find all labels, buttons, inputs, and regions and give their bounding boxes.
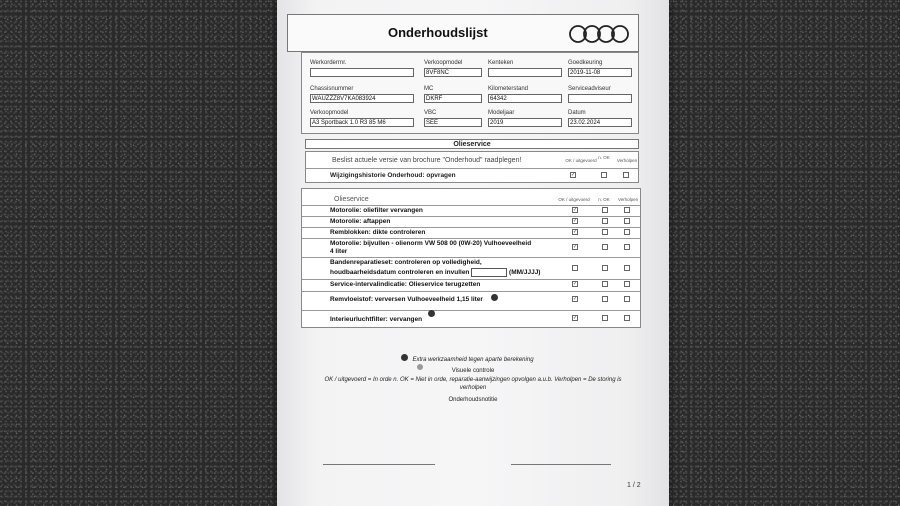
page-title: Onderhoudslijst xyxy=(388,25,488,40)
checkbox-nok[interactable] xyxy=(602,296,608,302)
checkbox-ok[interactable]: ✓ xyxy=(573,315,578,321)
field-kilometerstand: Kilometerstand 64342 xyxy=(488,86,562,103)
row-divider xyxy=(306,168,638,169)
field-mc: MC DKRF xyxy=(424,86,482,103)
task-row-label: Interieurluchtfilter: vervangen xyxy=(330,316,423,323)
checkbox-verholpen[interactable] xyxy=(624,244,630,250)
checkbox-nok[interactable] xyxy=(602,229,608,235)
legend-extra-work: Extra werkzaamheid tegen aparte berekening xyxy=(412,357,534,363)
sheet-header xyxy=(287,14,639,52)
field-verkoopmodel-code: Verkoopmodel 8VF8NC xyxy=(424,60,482,77)
field-vbc: VBC SEE xyxy=(424,110,482,127)
field-werkorder: Werkorderrnr. xyxy=(310,60,414,77)
vehicle-info-panel xyxy=(301,52,639,134)
field-verkoopmodel: Verkoopmodel A3 Sportback 1.0 R3 85 M6 xyxy=(310,110,414,127)
maintenance-notes-label: Onderhoudsnotitie xyxy=(448,397,498,403)
checkbox-verholpen[interactable] xyxy=(624,281,630,287)
field-kenteken: Kenteken xyxy=(488,60,562,77)
col-verholpen: Verholpen xyxy=(616,158,638,163)
legend-explanation-line2: verholpen xyxy=(459,385,487,391)
checkbox-verholpen[interactable] xyxy=(624,265,630,271)
row-divider xyxy=(302,279,640,280)
col-ok: OK / uitgevoerd xyxy=(558,197,590,202)
field-datum: Datum 23.02.2024 xyxy=(568,110,632,127)
row-divider xyxy=(302,310,640,311)
task-row-label: Remvloeistof: verversen Vulhoeveelheid 1,15 liter xyxy=(330,296,483,303)
col-nok: n. OK xyxy=(598,197,610,202)
brochure-check-table xyxy=(305,151,639,183)
checkbox-nok[interactable] xyxy=(601,172,607,178)
checkbox-ok[interactable]: ✓ xyxy=(573,218,578,224)
checkbox-ok[interactable]: ✓ xyxy=(573,281,578,287)
field-goedkeuring: Goedkeuring 2019-11-08 xyxy=(568,60,632,77)
checkbox-nok[interactable] xyxy=(602,244,608,250)
date-entry-box[interactable] xyxy=(471,268,507,277)
task-row-label-cont: 4 liter xyxy=(330,248,348,255)
row-divider xyxy=(302,216,640,217)
field-serviceadviseur: Serviceadviseur xyxy=(568,86,632,103)
signature-line-right xyxy=(511,464,611,465)
task-row-label: Service-intervalindicatie: Olieservice terugzetten xyxy=(330,281,481,288)
field-modeljaar: Modeljaar 2019 xyxy=(488,110,562,127)
col-verholpen: Verholpen xyxy=(617,197,639,202)
checkbox-verholpen[interactable] xyxy=(623,172,629,178)
task-row-label: Motorolie: aftappen xyxy=(330,218,391,225)
page-number: 1 / 2 xyxy=(627,482,641,489)
checkbox-ok[interactable] xyxy=(572,265,578,271)
row-divider xyxy=(302,205,640,206)
checkbox-ok[interactable]: ✓ xyxy=(571,172,576,178)
oil-service-heading: Olieservice xyxy=(334,196,369,203)
checkbox-nok[interactable] xyxy=(602,218,608,224)
row-divider xyxy=(302,227,640,228)
task-row-label: Motorolie: oliefilter vervangen xyxy=(330,207,423,214)
checkbox-nok[interactable] xyxy=(602,207,608,213)
task-row-label: Bandenreparatieset: controleren op volledigheid, xyxy=(330,259,482,266)
maintenance-sheet xyxy=(277,0,669,506)
col-nok: n. OK xyxy=(598,155,610,160)
checkbox-verholpen[interactable] xyxy=(624,218,630,224)
task-row-label-cont: houdbaarheidsdatum controleren en invullen (MM/JJJJ) xyxy=(330,269,541,277)
extra-work-marker xyxy=(491,294,498,301)
col-ok: OK / uitgevoerd xyxy=(565,158,597,163)
checkbox-nok[interactable] xyxy=(602,265,608,271)
legend-explanation-line1: OK / uitgevoerd = In orde n. OK = Niet in orde, reparatie-aanwijzingen opvolgen a.u.b. Verholpen = De storing is xyxy=(324,377,622,383)
extra-work-marker xyxy=(428,310,435,317)
row-divider xyxy=(302,257,640,258)
oil-service-table xyxy=(301,188,641,328)
checkbox-ok[interactable]: ✓ xyxy=(573,244,578,250)
checkbox-ok[interactable]: ✓ xyxy=(573,229,578,235)
checkbox-nok[interactable] xyxy=(602,281,608,287)
task-row-label: Motorolie: bijvullen - olienorm VW 508 00 (0W-20) Vulhoeveelheid xyxy=(330,240,532,247)
checkbox-ok[interactable]: ✓ xyxy=(573,296,578,302)
section-title-olieservice: Olieservice xyxy=(305,139,639,149)
checkbox-ok[interactable]: ✓ xyxy=(573,207,578,213)
checkbox-verholpen[interactable] xyxy=(624,207,630,213)
history-row-label: Wijzigingshistorie Onderhoud: opvragen xyxy=(330,172,456,179)
task-row-label: Remblokken: dikte controleren xyxy=(330,229,426,236)
row-divider xyxy=(302,291,640,292)
brochure-heading: Beslist actuele versie van brochure "Onderhoud" raadplegen! xyxy=(332,157,522,164)
checkbox-verholpen[interactable] xyxy=(624,296,630,302)
row-divider xyxy=(302,238,640,239)
legend-visual-check: Visuele controle xyxy=(451,368,495,374)
checkbox-nok[interactable] xyxy=(602,315,608,321)
signature-line-left xyxy=(323,464,435,465)
checkbox-verholpen[interactable] xyxy=(624,229,630,235)
checkbox-verholpen[interactable] xyxy=(624,315,630,321)
audi-rings-logo xyxy=(568,24,632,44)
field-chassisnummer: Chassisnummer WAUZZZ8V7KA083924 xyxy=(310,86,414,103)
